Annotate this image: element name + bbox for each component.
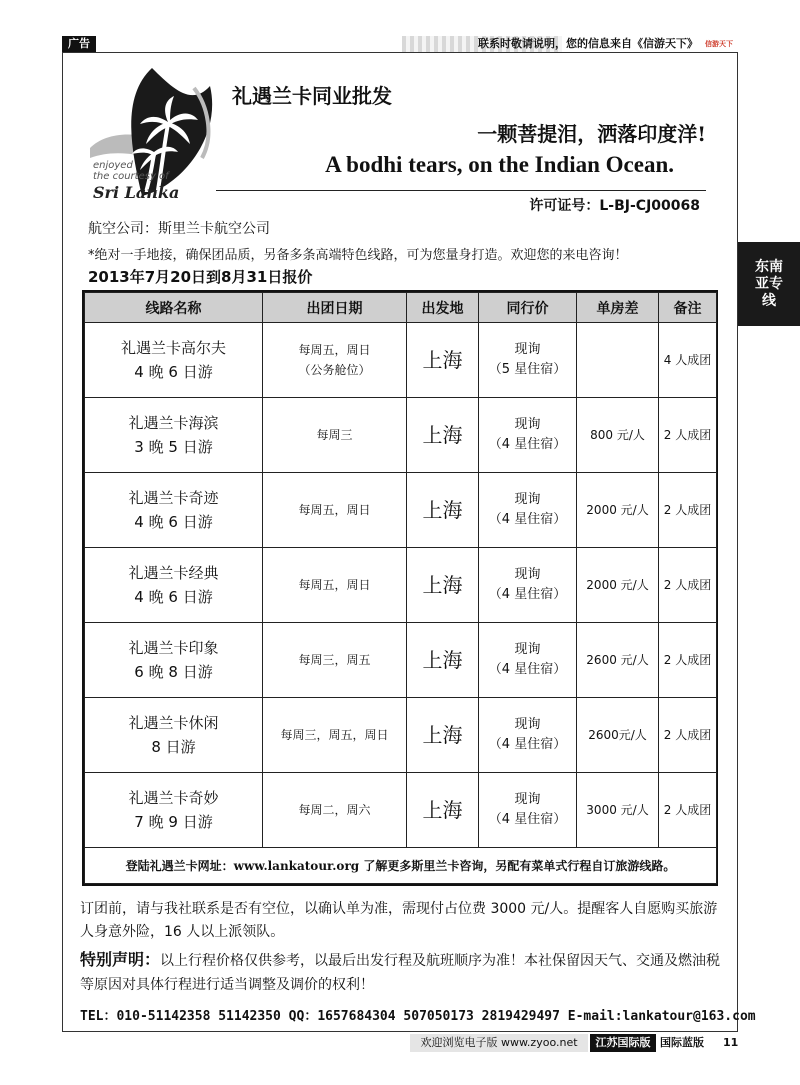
trade-price-cell: 现询 （4 星住宿） [479, 698, 577, 773]
depart-cell: 上海 [407, 773, 479, 848]
depart-cell: 上海 [407, 548, 479, 623]
ad-title: 礼遇兰卡同业批发 [232, 84, 392, 108]
note-cell: 2 人成团 [659, 548, 717, 623]
table-row [85, 323, 717, 398]
brand-logo-mini: 信游天下 [705, 40, 733, 48]
depart-cell: 上海 [407, 398, 479, 473]
depart-cell: 上海 [407, 698, 479, 773]
depart-cell: 上海 [407, 623, 479, 698]
col-header: 出发地 [407, 293, 479, 323]
col-header: 备注 [659, 293, 717, 323]
note-cell: 2 人成团 [659, 773, 717, 848]
section-tab-line: 线 [762, 292, 776, 309]
note-cell: 4 人成团 [659, 323, 717, 398]
source-note: 联系时敬请说明，您的信息来自《信游天下》 [478, 37, 698, 50]
booking-notice: 订团前，请与我社联系是否有空位，以确认单为准，需现付占位费 3000 元/人。提醒客人自愿购买旅游人身意外险，16 人以上派领队。 [80, 901, 718, 940]
route-cell: 礼遇兰卡奇妙 7 晚 9 日游 [85, 773, 263, 848]
table-row [85, 698, 717, 773]
single-supplement-cell: 2000 元/人 [577, 548, 659, 623]
col-header: 出团日期 [263, 293, 407, 323]
ad-tag: 广告 [62, 36, 96, 52]
col-header: 线路名称 [85, 293, 263, 323]
date-cell: 每周三，周五，周日 [263, 698, 407, 773]
route-cell: 礼遇兰卡经典 4 晚 6 日游 [85, 548, 263, 623]
price-period: 2013年7月20日到8月31日报价 [88, 268, 313, 286]
date-cell: 每周五，周日 （公务舱位） [263, 323, 407, 398]
table-header-row [85, 293, 717, 323]
promo-text: *绝对一手地接，确保团品质，另备多条高端特色线路，可为您量身打造。欢迎您的来电咨询！ [88, 248, 628, 263]
table-row [85, 473, 717, 548]
route-cell: 礼遇兰卡海滨 3 晚 5 日游 [85, 398, 263, 473]
bottom-strip [410, 1034, 740, 1052]
logo-sri-lanka: Sri Lanka [93, 183, 180, 202]
declaration-text: 以上行程价格仅供参考，以最后出发行程及航班顺序为准！本社保留因天气、交通及燃油税等原因对具体行程进行适当调整及调价的权利！ [80, 953, 721, 993]
header-rule [216, 190, 706, 191]
declaration-label: 特别声明： [80, 950, 161, 969]
trade-price-cell: 现询 （4 星住宿） [479, 773, 577, 848]
table-row [85, 548, 717, 623]
top-strip [62, 36, 738, 52]
slogan-english: A bodhi tears, on the Indian Ocean. [325, 152, 674, 177]
date-cell: 每周三，周五 [263, 623, 407, 698]
airline-info: 航空公司：斯里兰卡航空公司 [88, 221, 270, 237]
special-declaration [80, 948, 720, 997]
depart-cell: 上海 [407, 323, 479, 398]
single-supplement-cell: 2600 元/人 [577, 623, 659, 698]
note-cell: 2 人成团 [659, 623, 717, 698]
web-edition-note: 欢迎浏览电子版 www.zyoo.net [410, 1034, 588, 1052]
date-cell: 每周三 [263, 398, 407, 473]
col-header: 单房差 [577, 293, 659, 323]
table-row [85, 398, 717, 473]
note-cell: 2 人成团 [659, 473, 717, 548]
slogan-chinese: 一颗菩提泪，洒落印度洋! [477, 122, 706, 146]
single-supplement-cell [577, 323, 659, 398]
route-cell: 礼遇兰卡奇迹 4 晚 6 日游 [85, 473, 263, 548]
single-supplement-cell: 2600元/人 [577, 698, 659, 773]
table-footer-row [85, 848, 717, 884]
section-tab-line: 东南 [755, 258, 783, 275]
trade-price-cell: 现询 （4 星住宿） [479, 398, 577, 473]
note-cell: 2 人成团 [659, 398, 717, 473]
website-note: 登陆礼遇兰卡网址：www.lankatour.org 了解更多斯里兰卡咨询，另配有菜单式行程自订旅游线路。 [85, 848, 717, 884]
single-supplement-cell: 3000 元/人 [577, 773, 659, 848]
table-row [85, 623, 717, 698]
page-number: 11 [723, 1036, 739, 1049]
edition-badge: 江苏国际版 [590, 1034, 656, 1052]
date-cell: 每周五，周日 [263, 473, 407, 548]
section-tab [738, 242, 800, 326]
trade-price-cell: 现询 （4 星住宿） [479, 623, 577, 698]
depart-cell: 上海 [407, 473, 479, 548]
route-cell: 礼遇兰卡印象 6 晚 8 日游 [85, 623, 263, 698]
note-cell: 2 人成团 [659, 698, 717, 773]
date-cell: 每周五，周日 [263, 548, 407, 623]
contact-info: TEL：010-51142358 51142350 QQ：1657684304 507050173 2819429497 E-mail:lankatour@163.com [80, 1009, 756, 1024]
section-name: 国际蓝版 [660, 1036, 704, 1049]
price-table [82, 290, 718, 886]
trade-price-cell: 现询 （4 星住宿） [479, 473, 577, 548]
single-supplement-cell: 2000 元/人 [577, 473, 659, 548]
date-cell: 每周二，周六 [263, 773, 407, 848]
logo-tagline: enjoyed the courtesy of [93, 160, 169, 182]
route-cell: 礼遇兰卡高尔夫 4 晚 6 日游 [85, 323, 263, 398]
section-tab-line: 亚专 [755, 275, 783, 292]
license-number: 许可证号：L-BJ-CJ00068 [529, 198, 700, 214]
table-row [85, 773, 717, 848]
route-cell: 礼遇兰卡休闲 8 日游 [85, 698, 263, 773]
trade-price-cell: 现询 （5 星住宿） [479, 323, 577, 398]
col-header: 同行价 [479, 293, 577, 323]
single-supplement-cell: 800 元/人 [577, 398, 659, 473]
trade-price-cell: 现询 （4 星住宿） [479, 548, 577, 623]
